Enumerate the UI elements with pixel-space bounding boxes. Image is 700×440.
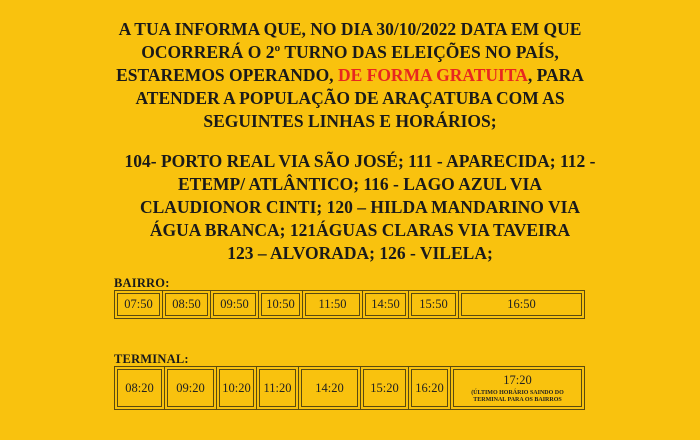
notice-line-1: A TUA INFORMA QUE, NO DIA 30/10/2022 DATA EM QUE [118, 19, 582, 39]
terminal-time-cell: 14:20 [301, 369, 358, 407]
notice-line-3 [40, 64, 660, 87]
notice-line-3-after: , PARA [527, 65, 584, 85]
terminal-schedule-table [114, 366, 585, 410]
terminal-last-time: 17:20 [503, 372, 532, 387]
bairro-time-cell: 14:50 [365, 293, 406, 316]
bairro-time-cell: 10:50 [261, 293, 300, 316]
free-service-highlight: DE FORMA GRATUITA [337, 65, 528, 85]
bairro-label: BAIRRO: [114, 276, 170, 290]
bairro-times-row [115, 291, 585, 319]
notice-line-5: SEGUINTES LINHAS E HORÁRIOS; [203, 111, 497, 131]
bairro-time-cell: 15:50 [411, 293, 456, 316]
terminal-time-cell: 15:20 [363, 369, 406, 407]
last-departure-note-line-1: (ÚLTIMO HORÁRIO SAINDO DO [471, 389, 564, 396]
bairro-time-cell: 08:50 [165, 293, 208, 316]
notice-text [40, 18, 660, 133]
bus-lines-line-2: ETEMP/ ATLÂNTICO; 116 - LAGO AZUL VIA [178, 174, 542, 194]
notice-line-4: ATENDER A POPULAÇÃO DE ARAÇATUBA COM AS [135, 88, 565, 108]
terminal-times-row [115, 367, 585, 410]
notice-line-3-before: ESTAREMOS OPERANDO, [116, 65, 338, 85]
bus-lines-list [110, 150, 610, 265]
terminal-time-cell: 10:20 [219, 369, 254, 407]
terminal-time-cell: 11:20 [259, 369, 296, 407]
terminal-last-time-cell [453, 369, 582, 407]
bairro-time-cell: 16:50 [461, 293, 582, 316]
bairro-time-cell: 09:50 [213, 293, 256, 316]
bairro-time-cell: 07:50 [117, 293, 160, 316]
bus-lines-line-5: 123 – ALVORADA; 126 - VILELA; [227, 243, 493, 263]
last-departure-note-line-2: TERMINAL PARA OS BAIRROS [473, 396, 562, 403]
terminal-label: TERMINAL: [114, 352, 189, 366]
bairro-time-cell: 11:50 [305, 293, 360, 316]
last-departure-note [471, 390, 564, 404]
notice-line-2: OCORRERÁ O 2º TURNO DAS ELEIÇÕES NO PAÍS, [141, 42, 559, 62]
bus-lines-line-1: 104- PORTO REAL VIA SÃO JOSÉ; 111 - APARECIDA; 112 - [124, 151, 596, 171]
bairro-schedule-table [114, 290, 585, 319]
terminal-time-cell: 09:20 [167, 369, 214, 407]
bus-lines-line-4: ÁGUA BRANCA; 121ÁGUAS CLARAS VIA TAVEIRA [149, 220, 571, 240]
bus-lines-line-3: CLAUDIONOR CINTI; 120 – HILDA MANDARINO VIA [139, 197, 581, 217]
terminal-time-cell: 08:20 [117, 369, 162, 407]
terminal-time-cell: 16:20 [411, 369, 448, 407]
